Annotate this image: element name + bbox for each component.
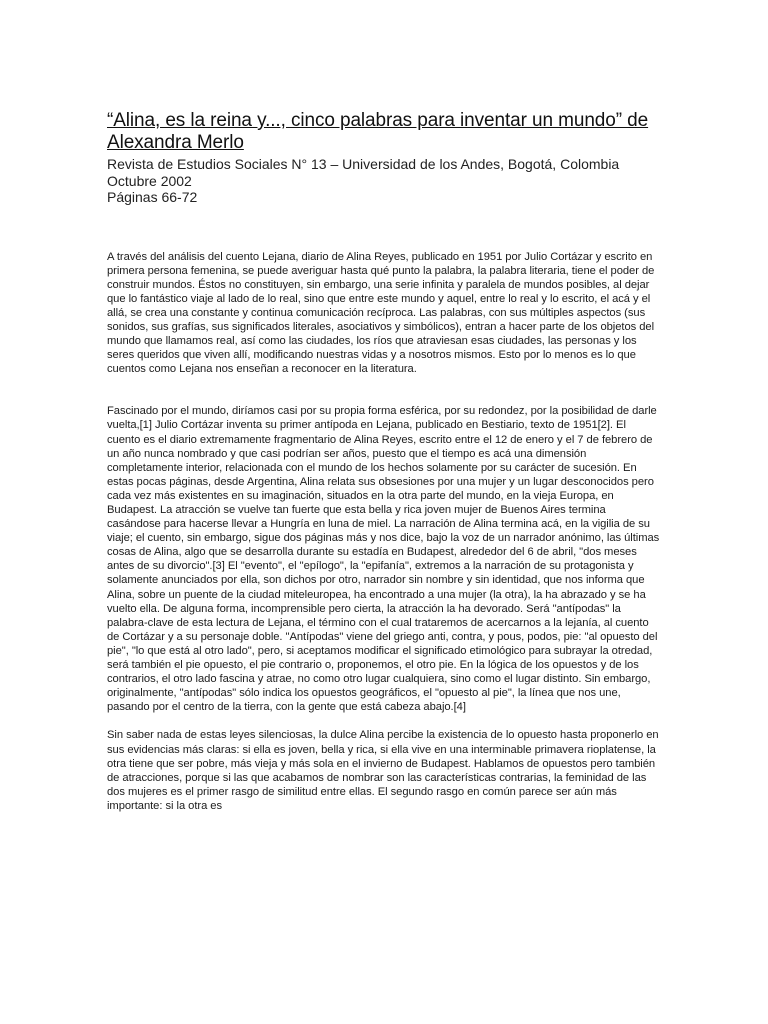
document-page (107, 110, 662, 813)
body-paragraph: Sin saber nada de estas leyes silenciosas, la dulce Alina percibe la existencia de lo opuesto hasta proponerlo en sus evidencias más claras: si ella es joven, bella y rica, si ella vive en una interminable primavera rioplatense, la otra tiene que ser pobre, más vieja y más sola en el invierno de Budapest. Hablamos de opuestos pero también de atracciones, porque si las que acabamos de nombrar son las características contrarias, la feminidad de las dos mujeres es el primer rasgo de similitud entre ellas. El segundo rasgo en común parece ser aún más importante: si la otra es (107, 729, 659, 812)
document-title: “Alina, es la reina y..., cinco palabras para inventar un mundo” de Alexandra Merlo (107, 110, 649, 153)
page-range: Páginas 66-72 (107, 189, 198, 205)
journal-citation: Revista de Estudios Sociales N° 13 – Universidad de los Andes, Bogotá, Colombia (107, 156, 620, 172)
body-paragraph: Fascinado por el mundo, diríamos casi por su propia forma esférica, por su redondez, por la posibilidad de darle vuelta,[1] Julio Cortázar inventa su primer antípoda en Lejana, publicado en Bestiario, texto de 1951[2]. El cuento es el diario extremamente fragmentario de Alina Reyes, escrito entre el 12 de enero y el 7 de febrero de un año nunca nombrado y que casi podrían ser años, puesto que el tiempo es acá una dimensión completamente interior, relacionada con el mundo de los hechos solamente por su carácter de sucesión. En estas pocas páginas, desde Argentina, Alina relata sus obsesiones por una mujer y un lugar desconocidos pero cada vez más existentes en su imaginación, situados en la otra parte del mundo, en la vieja Europa, en Budapest. La atracción se vuelve tan fuerte que esta bella y rica joven mujer de Buenos Aires termina casándose para hacerse llevar a Hungría en luna de miel. La narración de Alina termina acá, en la vigilia de su viaje; el cuento, sin embargo, sigue dos páginas más y nos dice, bajo la voz de un narrador anónimo, las últimas cosas de Alina, algo que se desarrolla durante su estadía en Budapest, alrededor del 6 de abril, "dos meses antes de su divorcio".[3] El "evento", el "epílogo", la "epifanía", extremos a la narración de su protagonista y solamente anunciados por ella, son dichos por otro, narrador sin nombre y sin identidad, que nos informa que Alina, sobre un puente de la ciudad miteleuropea, ha encontrado a una mujer (la otra), la ha abrazado y se ha vuelto ella. De alguna forma, incomprensible pero cierta, la atracción la ha devorado. Será "antípodas" la palabra-clave de esta lectura de Lejana, el término con el cual trataremos de acercarnos a la lejanía, al cuento de Cortázar y a su personaje doble. "Antípodas" viene del griego anti, contra, y pous, podos, pie: "al opuesto del pie", "lo que está al otro lado", pero, si aceptamos modificar el significado etimológico para subrayar la otredad, será también el pie opuesto, el pie contrario o, proponemos, el otro pie. En la lógica de los opuestos y de los contrarios, el otro lado fascina y atrae, no como otro lugar cualquiera, sino como el lugar distinto. Sin embargo, originalmente, "antípodas" sólo indica los opuestos geográficos, el "opuesto al pie", la línea que nos une, pasando por el centro de la tierra, con la gente que está cabeza abajo.[4] (107, 405, 660, 714)
publication-date: Octubre 2002 (107, 172, 192, 189)
document-metadata (107, 156, 662, 206)
abstract-paragraph: A través del análisis del cuento Lejana, diario de Alina Reyes, publicado en 1951 por Julio Cortázar y escrito en primera persona femenina, se puede averiguar hasta qué punto la palabra, la palabra literaria, tiene el poder de construir mundos. Éstos no constituyen, sin embargo, una serie infinita y paralela de mundos posibles, al dejar que lo fantástico viaje al lado de lo real, sino que entre este mundo y aquel, entre lo real y lo escrito, el acá y el allá, se crea una constante y continua comunicación recíproca. Las palabras, con sus múltiples aspectos (sus sonidos, sus grafías, sus significados literales, asociativos y simbólicos), entran a hacer parte de los objetos del mundo que llamamos real, así como las ciudades, los ríos que atraviesan esas ciudades, las personas y los seres queridos que viven allí, modificando nuestras vidas y a nosotros mismos. Esto por lo menos es lo que cuentos como Lejana nos enseñan a reconocer en la literatura. (107, 250, 655, 376)
